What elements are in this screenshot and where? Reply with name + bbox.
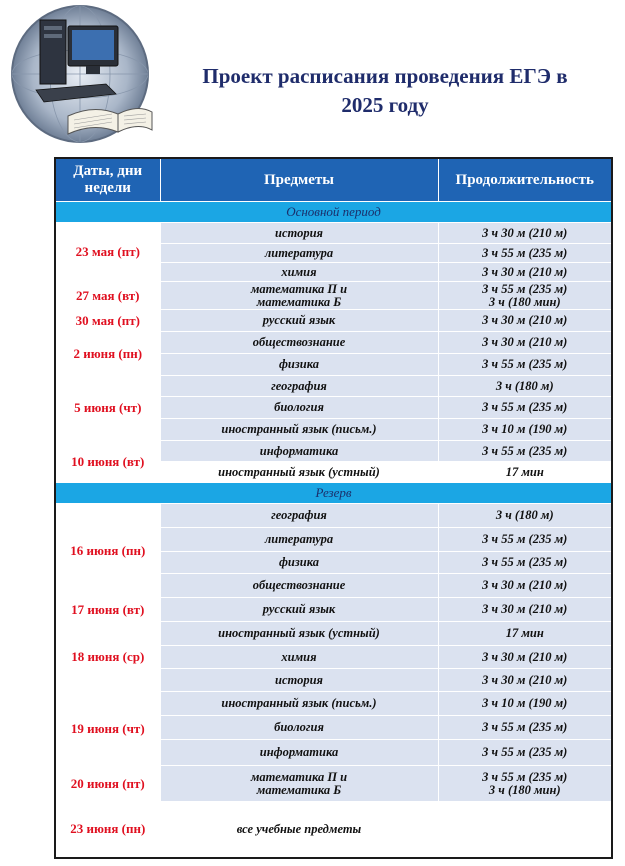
exam-schedule-table [54, 157, 613, 859]
subject-cell: литература [160, 244, 438, 263]
subject-line: математика Б [256, 294, 342, 309]
duration-cell: 3 ч 10 м (190 м) [438, 692, 612, 716]
header-dates: Даты, дни недели [55, 158, 160, 202]
date-cell: 18 июня (ср) [55, 622, 160, 692]
duration-cell: 3 ч 55 м (235 м) [438, 740, 612, 766]
duration-cell: 3 ч (180 м) [438, 376, 612, 397]
duration-cell: 3 ч 55 м (235 м) [438, 716, 612, 740]
subject-cell [160, 282, 438, 310]
table-row [55, 310, 612, 332]
computer-book-logo [6, 4, 154, 144]
subject-cell: информатика [160, 441, 438, 462]
subject-cell: история [160, 223, 438, 244]
duration-cell: 3 ч 30 м (210 м) [438, 646, 612, 669]
duration-cell: 3 ч 55 м (235 м) [438, 528, 612, 552]
table-row [55, 598, 612, 622]
table-row [55, 802, 612, 858]
subject-line: математика П и [250, 769, 348, 784]
header-subjects: Предметы [160, 158, 438, 202]
page-title [160, 62, 610, 120]
table-row [55, 223, 612, 244]
subject-cell: обществознание [160, 332, 438, 354]
date-cell: 30 мая (пт) [55, 310, 160, 332]
date-cell: 17 июня (вт) [55, 598, 160, 622]
subject-cell: физика [160, 552, 438, 574]
period-row-main [55, 202, 612, 223]
duration-cell: 3 ч 30 м (210 м) [438, 669, 612, 692]
title-line-2: 2025 году [341, 93, 429, 117]
subject-cell: история [160, 669, 438, 692]
duration-cell [438, 766, 612, 802]
duration-cell: 3 ч 10 м (190 м) [438, 419, 612, 441]
subject-cell: русский язык [160, 310, 438, 332]
table-row [55, 441, 612, 462]
duration-cell: 17 мин [438, 462, 612, 483]
table-header-row [55, 158, 612, 202]
date-cell: 10 июня (вт) [55, 441, 160, 483]
title-line-1: Проект расписания проведения ЕГЭ в [202, 64, 568, 88]
subject-cell: обществознание [160, 574, 438, 598]
subject-cell: литература [160, 528, 438, 552]
duration-cell: 3 ч 55 м (235 м) [438, 397, 612, 419]
subject-cell: иностранный язык (устный) [160, 622, 438, 646]
date-cell: 2 июня (пн) [55, 332, 160, 376]
duration-cell: 3 ч 30 м (210 м) [438, 332, 612, 354]
date-cell: 23 мая (пт) [55, 223, 160, 282]
date-cell: 20 июня (пт) [55, 766, 160, 802]
duration-line: 3 ч 55 м (235 м) [482, 769, 568, 784]
date-cell: 16 июня (пн) [55, 504, 160, 598]
subject-cell: география [160, 504, 438, 528]
table-row [55, 766, 612, 802]
duration-cell: 17 мин [438, 622, 612, 646]
duration-cell: 3 ч 30 м (210 м) [438, 223, 612, 244]
date-cell: 27 мая (вт) [55, 282, 160, 310]
duration-cell: 3 ч 55 м (235 м) [438, 441, 612, 462]
duration-line: 3 ч 55 м (235 м) [482, 281, 568, 296]
table-row [55, 692, 612, 716]
period-label: Резерв [55, 483, 612, 504]
duration-cell: 3 ч 30 м (210 м) [438, 263, 612, 282]
table-row [55, 504, 612, 528]
subject-line: математика Б [256, 782, 342, 797]
header-duration: Продолжительность [438, 158, 612, 202]
duration-cell: 3 ч 30 м (210 м) [438, 574, 612, 598]
subject-cell: все учебные предметы [160, 802, 438, 858]
duration-cell [438, 802, 612, 858]
subject-cell: иностранный язык (устный) [160, 462, 438, 483]
duration-cell: 3 ч 30 м (210 м) [438, 598, 612, 622]
table-row [55, 622, 612, 646]
table-row [55, 332, 612, 354]
duration-line: 3 ч (180 мин) [488, 782, 561, 797]
duration-cell: 3 ч 55 м (235 м) [438, 244, 612, 263]
duration-cell: 3 ч (180 м) [438, 504, 612, 528]
subject-cell: информатика [160, 740, 438, 766]
subject-cell: физика [160, 354, 438, 376]
subject-cell: география [160, 376, 438, 397]
subject-cell: биология [160, 397, 438, 419]
subject-cell: химия [160, 263, 438, 282]
table-row [55, 376, 612, 397]
period-row-reserve [55, 483, 612, 504]
duration-cell: 3 ч 55 м (235 м) [438, 354, 612, 376]
subject-line: математика П и [250, 281, 348, 296]
period-label: Основной период [55, 202, 612, 223]
duration-cell: 3 ч 55 м (235 м) [438, 552, 612, 574]
duration-line: 3 ч (180 мин) [488, 294, 561, 309]
subject-cell: русский язык [160, 598, 438, 622]
duration-cell [438, 282, 612, 310]
duration-cell: 3 ч 30 м (210 м) [438, 310, 612, 332]
subject-cell: биология [160, 716, 438, 740]
subject-cell: иностранный язык (письм.) [160, 419, 438, 441]
subject-cell: химия [160, 646, 438, 669]
date-cell: 23 июня (пн) [55, 802, 160, 858]
date-cell: 5 июня (чт) [55, 376, 160, 441]
date-cell: 19 июня (чт) [55, 692, 160, 766]
subject-cell: иностранный язык (письм.) [160, 692, 438, 716]
table-row [55, 282, 612, 310]
subject-cell [160, 766, 438, 802]
